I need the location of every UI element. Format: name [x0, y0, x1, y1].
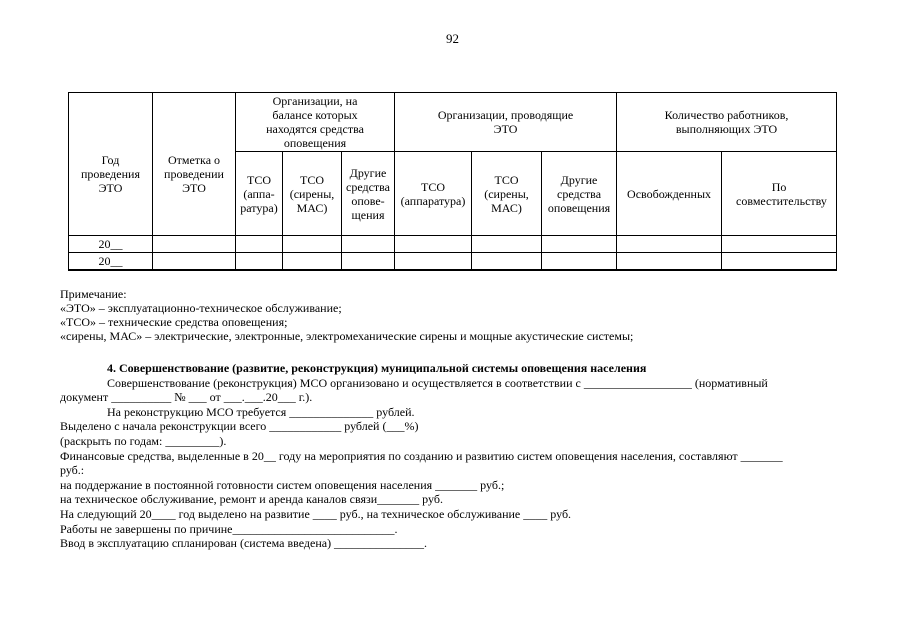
header-bal-tso-app: ТСО (аппа-ратура) — [236, 152, 283, 236]
table-cell — [395, 236, 472, 253]
header-workers: Количество работников, выполняющих ЭТО — [617, 93, 837, 152]
header-mark: Отметка о проведении ЭТО — [153, 93, 236, 236]
table-cell — [283, 253, 342, 271]
section-heading: 4. Совершенствование (развитие, реконструкция) муниципальной системы оповещения населения — [107, 361, 647, 375]
table-row-year: 20__ — [69, 236, 153, 253]
paragraph: На реконструкцию МСО требуется ______________ рублей. — [107, 404, 415, 419]
table-cell — [342, 253, 395, 271]
header-year: Год проведения ЭТО — [69, 93, 153, 236]
header-workers-parttime: По совместительству — [722, 152, 837, 236]
table-cell — [542, 253, 617, 271]
section-body — [60, 361, 840, 551]
paragraph: На следующий 20____ год выделено на развитие ____ руб., на техническое обслуживание ____ руб. — [60, 506, 572, 521]
note-line: «ЭТО» – эксплуатационно-техническое обслуживание; — [60, 301, 342, 315]
table-cell — [617, 236, 722, 253]
header-cond-other: Другие средства оповещения — [542, 152, 617, 236]
table-cell — [542, 236, 617, 253]
notes-block — [60, 287, 633, 343]
table-cell — [722, 253, 837, 271]
header-balance-orgs: Организации, на балансе которых находятся средства оповещения — [236, 93, 395, 152]
table-cell — [153, 253, 236, 271]
table-cell — [395, 253, 472, 271]
paragraph: на поддержание в постоянной готовности систем оповещения населения _______ руб.; — [60, 477, 505, 492]
table-cell — [472, 253, 542, 271]
table-row-year: 20__ — [69, 253, 153, 271]
header-cond-tso-sirens: ТСО (сирены, МАС) — [472, 152, 542, 236]
paragraph: документ __________ № ___ от ___.___.20___ г.). — [60, 390, 313, 405]
paragraph: (раскрыть по годам: _________). — [60, 433, 227, 448]
table-cell — [236, 253, 283, 271]
table-cell — [617, 253, 722, 271]
paragraph: Финансовые средства, выделенные в 20__ году на мероприятия по созданию и развитию систем оповещения населения, составляют _______ — [60, 448, 783, 463]
header-workers-released: Освобожденных — [617, 152, 722, 236]
paragraph: Совершенствование (реконструкция) МСО организовано и осуществляется в соответствии с __________________ (нормативный — [107, 375, 768, 390]
table-cell — [236, 236, 283, 253]
page-number: 92 — [446, 31, 459, 46]
table-cell — [283, 236, 342, 253]
notes-title: Примечание: — [60, 287, 127, 301]
table-cell — [342, 236, 395, 253]
paragraph: руб.: — [60, 463, 85, 478]
header-bal-tso-sirens: ТСО (сирены, МАС) — [283, 152, 342, 236]
header-conducting-orgs: Организации, проводящие ЭТО — [395, 93, 617, 152]
table-cell — [472, 236, 542, 253]
paragraph: на техническое обслуживание, ремонт и аренда каналов связи_______ руб. — [60, 492, 443, 507]
paragraph: Работы не завершены по причине___________________________. — [60, 521, 398, 536]
paragraph: Выделено с начала реконструкции всего ____________ рублей (___%) — [60, 419, 419, 434]
header-bal-other: Другие средства опове-щения — [342, 152, 395, 236]
table-cell — [153, 236, 236, 253]
table-cell — [722, 236, 837, 253]
eto-table — [68, 92, 837, 271]
note-line: «ТСО» – технические средства оповещения; — [60, 315, 288, 329]
paragraph: Ввод в эксплуатацию спланирован (система введена) _______________. — [60, 536, 428, 551]
header-cond-tso-app: ТСО (аппаратура) — [395, 152, 472, 236]
note-line: «сирены, МАС» – электрические, электронные, электромеханические сирены и мощные акустические системы; — [60, 329, 634, 343]
